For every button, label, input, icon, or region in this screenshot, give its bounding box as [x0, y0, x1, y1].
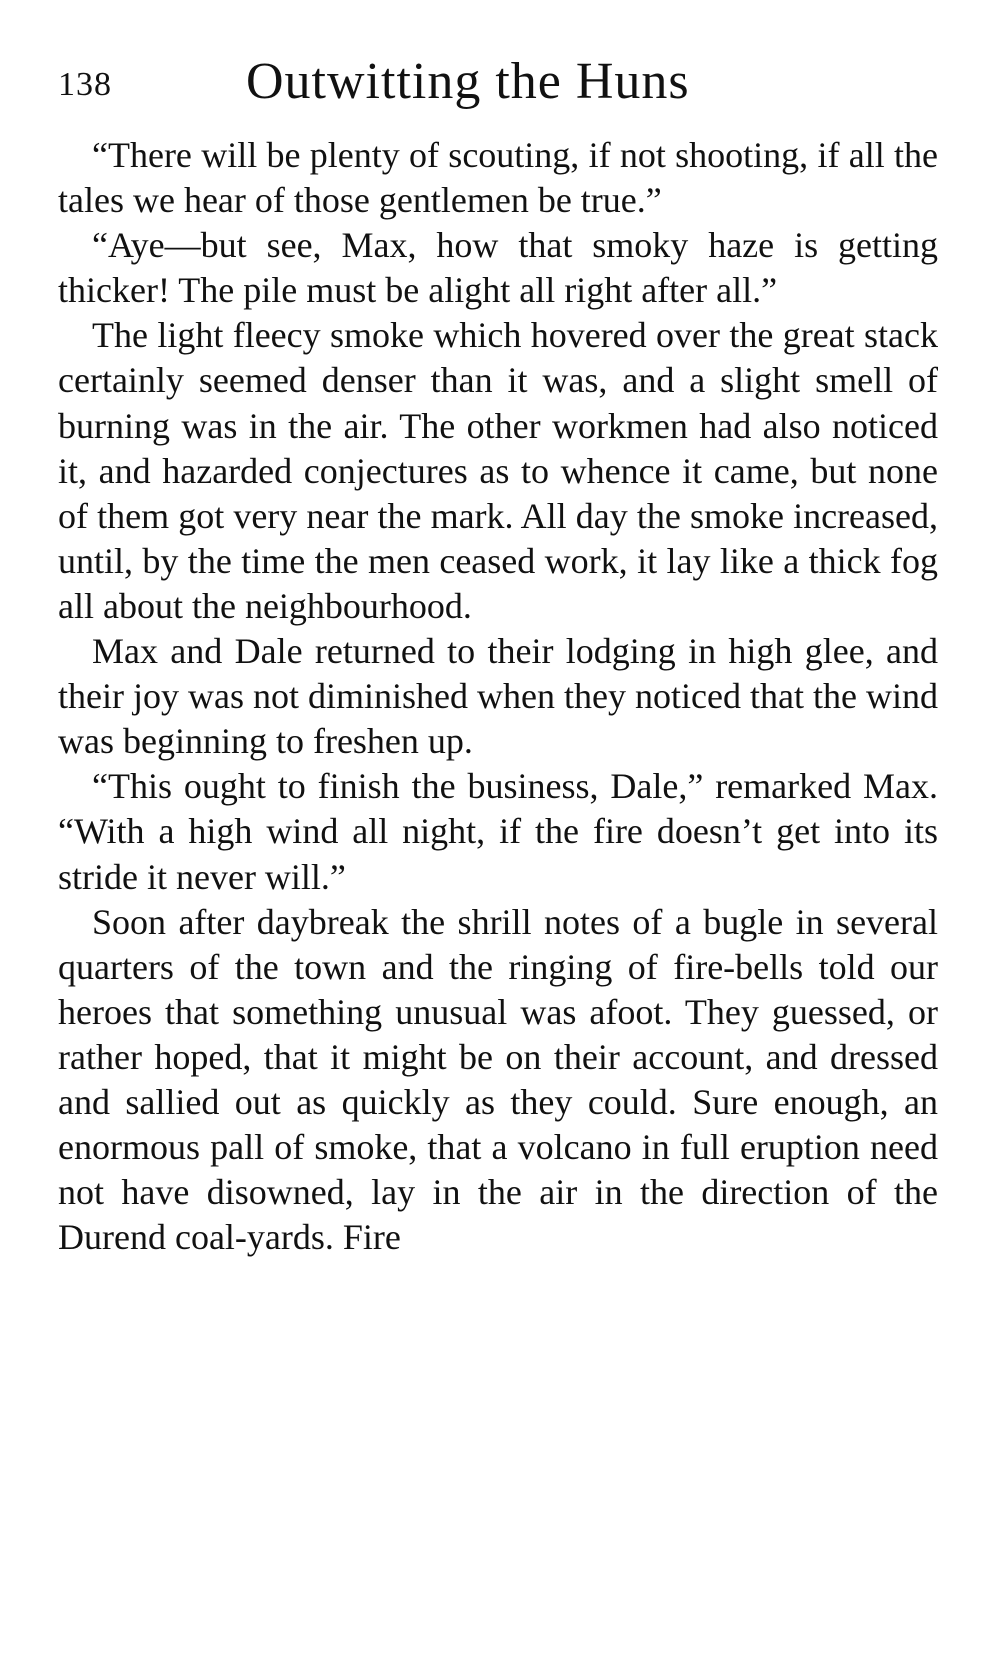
paragraph-6: Soon after daybreak the shrill notes of a bugle in several quarters of the town and the ringing of fire-bells told our heroes that something unusual was afoot. They guessed, or rather hoped, that it might be on their account, and dressed and sallied out as quickly as they could. Sure enough, an enormous pall of smoke, that a volcano in full eruption need not have disowned, lay in the air in the direction of the Durend coal-yards. Fire	[58, 901, 938, 1258]
paragraph-5: “This ought to finish the business, Dale,” remarked Max. “With a high wind all night, if the fire doesn’t get into its stride it never will.”	[58, 766, 938, 897]
paragraph-4: Max and Dale returned to their lodging in high glee, and their joy was not diminished when they noticed that the wind was beginning to freshen up.	[58, 631, 938, 762]
paragraph-1: “There will be plenty of scouting, if not shooting, if all the tales we hear of those gentlemen be true.”	[58, 135, 938, 221]
paragraph-3: The light fleecy smoke which hovered over the great stack certainly seemed denser than it was, and a slight smell of burning was in the air. The other workmen had also noticed it, and hazarded conjectures as to whence it came, but none of them got very near the mark. All day the smoke increased, until, by the time the men ceased work, it lay like a thick fog all about the neighbourhood.	[58, 315, 938, 626]
running-title: Outwitting the Huns	[246, 53, 690, 110]
body-text	[58, 133, 938, 1260]
page-number: 138	[58, 66, 112, 103]
running-head	[58, 52, 938, 122]
paragraph-2: “Aye—but see, Max, how that smoky haze is getting thicker! The pile must be alight all right after all.”	[58, 225, 938, 311]
